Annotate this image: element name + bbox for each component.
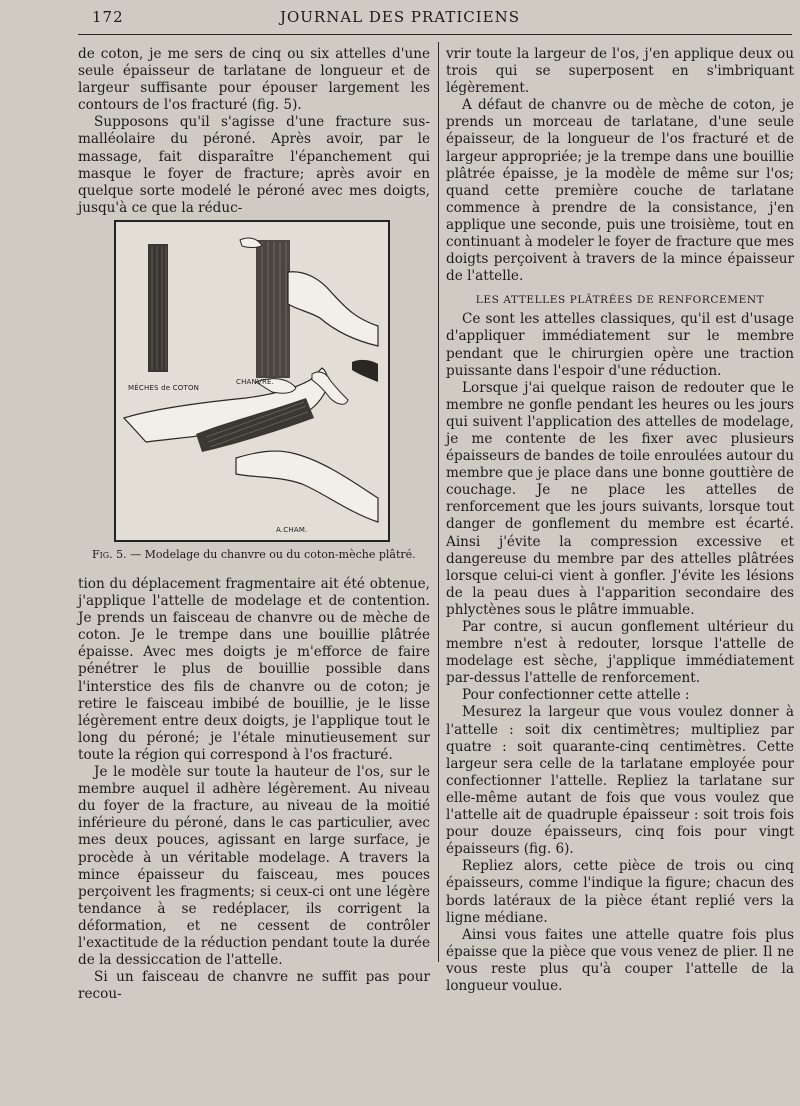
paragraph: Mesurez la largeur que vous voulez donner à l'attelle : soit dix centimètres; multipliez par quatre : soit quarante-cinq centimètres. Cette largeur sera celle de la tarlatane employée pour confectionner l'attelle. Repliez la tarlatane sur elle-même autant de fois que vous voulez que l'attelle ait de quadruple épaisseur : soit trois fois pour douze épaisseurs, cinq fois pour vingt épaisseurs (fig. 6). <box>446 704 794 858</box>
page-number: 172 <box>92 8 124 26</box>
paragraph: vrir toute la largeur de l'os, j'en applique deux ou trois qui se superposent en s'imbriquant légèrement. <box>446 46 794 97</box>
paragraph: Pour confectionner cette attelle : <box>462 687 690 704</box>
sleeve <box>352 360 378 382</box>
paragraph: Ce sont les attelles classiques, qu'il est d'usage d'appliquer immédiatement sur le membre pendant que le chirurgien opère une traction puissante dans l'espoir d'une réduction. <box>446 311 794 379</box>
cotton-wick-strip <box>148 244 168 372</box>
figure-label-hemp: CHANVRE. <box>236 378 275 386</box>
upper-hand <box>288 272 378 346</box>
figure-label-cotton: MÈCHES de COTON <box>128 384 200 392</box>
journal-title: JOURNAL DES PRATICIENS <box>279 8 521 26</box>
left-column-bottom <box>78 576 430 1003</box>
paragraph: Ainsi vous faites une attelle quatre fois plus épaisse que la pièce que vous venez de plier. Il ne vous reste plus qu'à couper l'attelle de la longueur voulue. <box>446 926 794 994</box>
paragraph: Lorsque j'ai quelque raison de redouter que le membre ne gonfle pendant les heures ou les jours qui suivent l'application des attelles de modelage, je me contente de les fixer avec plusieurs épaisseurs de bandes de toile enroulées autour du membre que je place dans une bonne gouttière de couchage. Je ne place les attelles de renforcement que les jours suivants, lorsque tout danger de gonflement du membre est écarté. Ainsi j'évite la compression excessive et dangereuse du membre par des attelles plâtrées lorsque celui-ci vient à gonfler. J'évite les lésions de la peau dues à l'apparition secondaire des phlyctènes sous le plâtre immuable. <box>446 379 794 618</box>
figure-caption <box>92 548 432 562</box>
paragraph: de coton, je me sers de cinq ou six attelles d'une seule épaisseur de tarlatane de longueur et de largeur suffisante pour épouser largement les contours de l'os fracturé (fig. 5). <box>78 46 430 114</box>
paragraph: Par contre, si aucun gonflement ultérieur du membre n'est à redouter, lorsque l'attelle de modelage est sèche, j'applique immédiatement par-dessus l'attelle de renforcement. <box>446 619 794 687</box>
figure-signature: A.CHAM. <box>276 526 308 534</box>
figure-5-illustration <box>114 220 390 542</box>
page-header <box>0 8 800 32</box>
left-column-top <box>78 46 430 217</box>
right-column <box>446 46 794 995</box>
paragraph: Si un faisceau de chanvre ne suffit pas pour recou- <box>78 969 430 1003</box>
header-rule <box>78 34 792 35</box>
section-heading: LES ATTELLES PLÂTRÉES DE RENFORCEMENT <box>475 294 765 307</box>
upper-thumb <box>240 238 262 248</box>
paragraph: Supposons qu'il s'agisse d'une fracture sus-malléolaire du péroné. Après avoir, par le massage, fait disparaître l'épanchement qui masque le foyer de fracture; après avoir en quelque sorte modelé le péroné avec mes doigts, jusqu'à ce que la réduc- <box>78 114 430 216</box>
paragraph: A défaut de chanvre ou de mèche de coton, je prends un morceau de tarlatane, d'une seule épaisseur, de la longueur de l'os fracturé et de largeur appropriée; je la trempe dans une bouillie plâtrée épaisse, je la modèle de même sur l'os; quand cette première couche de tarlatane commence à prendre de la consistance, j'en applique une seconde, puis une troisième, tout en continuant à modeler le foyer de fracture que mes doigts perçoivent à travers de la mince épaisseur de l'attelle. <box>446 97 794 285</box>
lower-hand <box>236 451 378 522</box>
figure-caption-text: — Modelage du chanvre ou du coton-mèche plâtré. <box>126 548 416 561</box>
paragraph: Repliez alors, cette pièce de trois ou cinq épaisseurs, comme l'indique la figure; chacun des bords latéraux de la pièce étant replié vers la ligne médiane. <box>446 858 794 926</box>
paragraph: tion du déplacement fragmentaire ait été obtenue, j'applique l'attelle de modelage et de contention. Je prends un faisceau de chanvre ou de mèche de coton. Je le trempe dans une bouillie plâtrée épaisse. Avec mes doigts je m'efforce de faire pénétrer le plus de bouillie possible dans l'interstice des fils de chanvre ou de coton; je retire le faisceau imbibé de bouillie, je le lisse légèrement entre deux doigts, je l'applique tout le long du péroné; je l'étale minutieusement sur toute la région qui correspond à l'os fracturé. <box>78 576 430 763</box>
hemp-strip <box>256 240 290 378</box>
figure-ref: Fig. 5. <box>92 548 127 561</box>
column-divider <box>438 42 439 962</box>
paragraph: Je le modèle sur toute la hauteur de l'os, sur le membre auquel il adhère légèrement. Au niveau du foyer de la fracture, au niveau de la moitié inférieure du péroné, dans le cas particulier, avec mes deux pouces, agissant en large surface, je procède à un véritable modelage. A travers la mince épaisseur du faisceau, mes pouces perçoivent les fragments; si ceux-ci ont une légère tendance à se redéplacer, ils corrigent la déformation, et ne cessent de contrôler l'exactitude de la réduction pendant toute la durée de la dessiccation de l'attelle. <box>78 764 430 969</box>
